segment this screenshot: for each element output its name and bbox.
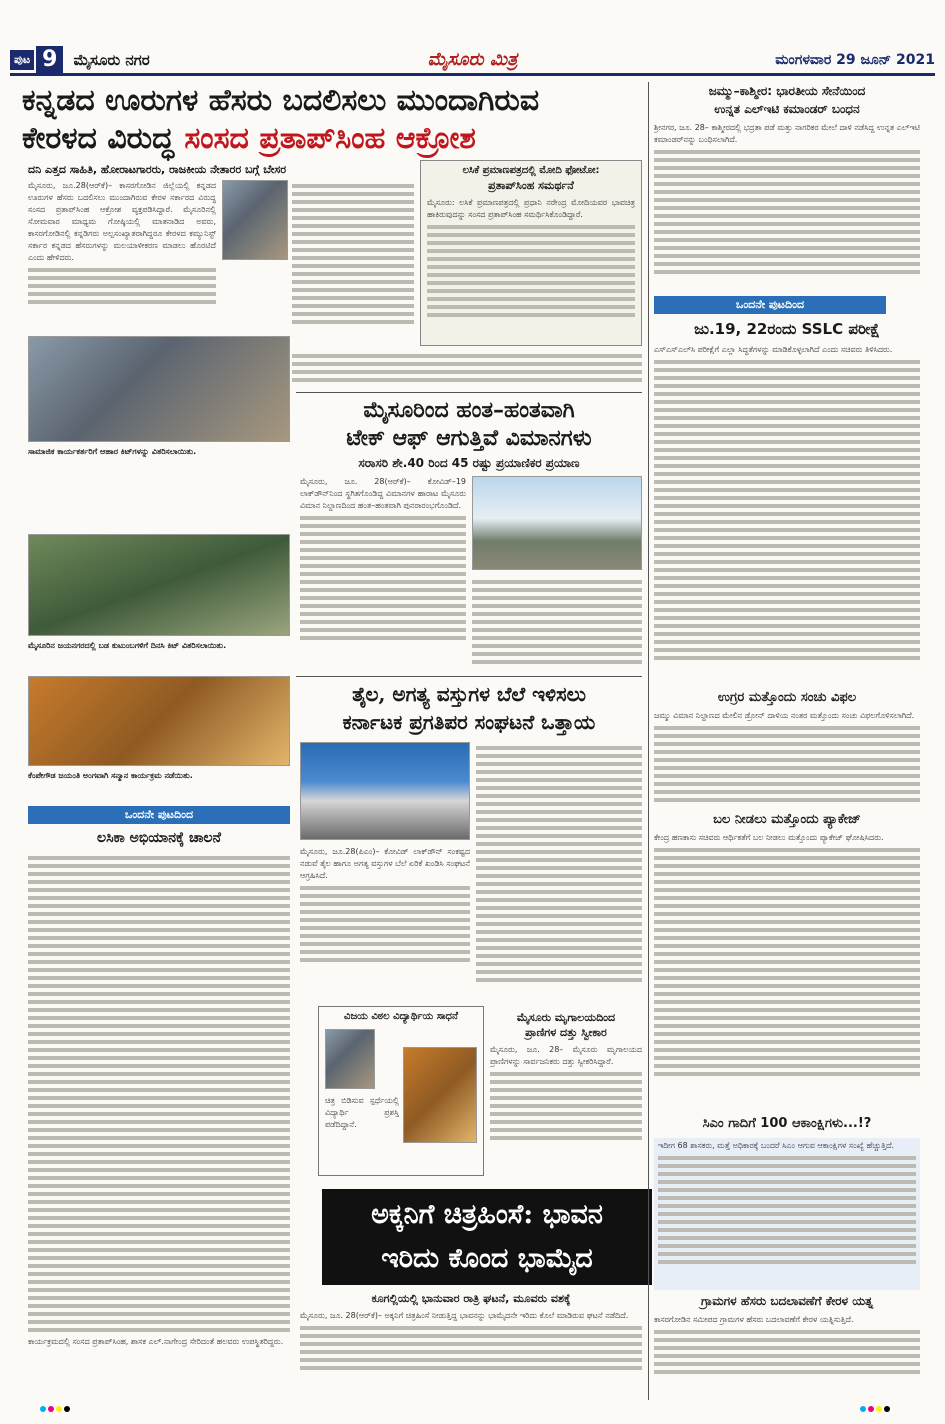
flights-headline-line1: ಮೈಸೂರಿಂದ ಹಂತ–ಹಂತವಾಗಿ: [363, 397, 575, 423]
student-text: ಚಿತ್ರ ಬಿಡಿಸುವ ಸ್ಪರ್ಧೆಯಲ್ಲಿ ವಿದ್ಯಾರ್ಥಿ ಪ್ರಶಸ್ತಿ ಪಡೆದಿದ್ದಾನೆ.: [325, 1096, 399, 1129]
zoo-text: ಮೈಸೂರು, ಜೂ. 28– ಮೈಸೂರು ಮೃಗಾಲಯದ ಪ್ರಾಣಿಗಳನ್ನು ಸಾರ್ವಜನಿಕರು ದತ್ತು ಸ್ವೀಕರಿಸಿದ್ದಾರೆ.: [490, 1045, 642, 1066]
cm-title: ಸಿಎಂ ಗಾದಿಗೆ 100 ಆಕಾಂಕ್ಷಿಗಳು...!?: [702, 1116, 872, 1131]
page-number: 9: [36, 46, 63, 74]
crime-strap: ಕೂಗಲ್ಲಿಯಲ್ಲಿ ಭಾನುವಾರ ರಾತ್ರಿ ಘಟನೆ, ಮೂವರು ವಶಕ್ಕೆ: [371, 1292, 571, 1305]
fuel-text: ಮೈಸೂರು, ಜೂ.28(ಪಿಎಂ)– ಕೋವಿಡ್ ಲಾಕ್‌ಡೌನ್ ಸಂಕಷ್ಟದ ನಡುವೆ ತೈಲ ಹಾಗೂ ಅಗತ್ಯ ವಸ್ತುಗಳ ಬೆಲೆ ಏರಿಕೆ ಖಂಡಿಸಿ ಸಂಘಟನೆ ಆಗ್ರಹಿಸಿದೆ.: [300, 847, 470, 880]
flights-headline: [296, 396, 642, 452]
terror-body: [654, 710, 920, 812]
package-text: ಕೇಂದ್ರ ಹಣಕಾಸು ಸಚಿವರು ಆರ್ಥಿಕತೆಗೆ ಬಲ ನೀಡಲು ಮತ್ತೊಂದು ಪ್ಯಾಕೇಜ್ ಘೋಷಿಸಿದರು.: [654, 833, 884, 842]
drawing-photo: [403, 1047, 477, 1143]
villages-title: ಗ್ರಾಮಗಳ ಹೆಸರು ಬದಲಾವಣೆಗೆ ಕೇರಳ ಯತ್ನ: [700, 1294, 874, 1308]
vaccine-box-body: [427, 197, 635, 337]
section-title: ಮೈಸೂರು ನಗರ: [73, 50, 150, 69]
lead-headline-line1: ಕನ್ನಡದ ಊರುಗಳ ಹೆಸರು ಬದಲಿಸಲು ಮುಂದಾಗಿರುವ: [22, 83, 540, 118]
lead-body-col1: [28, 180, 216, 330]
kashmir-headline-line2: ಉನ್ನತ ಎಲ್‌ಇಟಿ ಕಮಾಂಡರ್ ಬಂಧನ: [714, 102, 860, 116]
student-title: ವಿಜಯ ವಿಠಲ ವಿದ್ಯಾರ್ಥಿಯ ಸಾಧನೆ: [344, 1011, 458, 1022]
student-body: [325, 1095, 399, 1171]
fuel-headline-line2: ಕರ್ನಾಟಕ ಪ್ರಗತಿಪರ ಸಂಘಟನೆ ಒತ್ತಾಯ: [342, 710, 596, 734]
crime-headline: [322, 1189, 652, 1285]
continued-banner-right: ಒಂದನೇ ಪುಟದಿಂದ: [654, 296, 886, 314]
kashmir-headline-line1: ಜಮ್ಮು–ಕಾಶ್ಮೀರ: ಭಾರತೀಯ ಸೇನೆಯಿಂದ: [708, 84, 866, 98]
print-swatches-left: [40, 1406, 72, 1412]
flights-text: ಮೈಸೂರು, ಜೂ. 28(ಆರ್‌ಕೆ)– ಕೋವಿಡ್–19 ಲಾಕ್‌ಡೌನ್‌ನಿಂದ ಸ್ಥಗಿತಗೊಂಡಿದ್ದ ವಿಮಾನಗಳ ಹಾರಾಟ ಮೈಸೂರು ವಿಮಾನ ನಿಲ್ದಾಣದಿಂದ ಹಂತ–ಹಂತವಾಗಿ ಪುನರಾರಂಭಗೊಂಡಿದೆ.: [300, 477, 466, 510]
vaccine-drive-text: ಕಾರ್ಯಕ್ರಮದಲ್ಲಿ ಸಂಸದ ಪ್ರತಾಪ್‌ಸಿಂಹ, ಶಾಸಕ ಎಲ್.ನಾಗೇಂದ್ರ ಸೇರಿದಂತೆ ಹಲವರು ಉಪಸ್ಥಿತರಿದ್ದರು.: [28, 1337, 284, 1346]
felicitation-photo: [28, 676, 290, 766]
zoo-title-line1: ಮೈಸೂರು ಮೃಗಾಲಯದಿಂದ: [516, 1011, 616, 1024]
lead-body-col2: [292, 180, 414, 330]
zoo-body: [490, 1044, 642, 1176]
issue-date: ಮಂಗಳವಾರ 29 ಜೂನ್ 2021: [775, 51, 935, 68]
lead-subhead: ದನಿ ಎತ್ತದ ಸಾಹಿತಿ, ಹೋರಾಟಗಾರರು, ರಾಜಕೀಯ ನೇತಾರರ ಬಗ್ಗೆ ಬೇಸರ: [28, 164, 287, 176]
rule-right-column: [648, 82, 649, 1400]
mp-portrait-photo: [222, 180, 288, 260]
fuel-body-col2: [476, 742, 642, 996]
cm-text: ಇದೀಗ 68 ಶಾಸಕರು, ಮತ್ತೆ ಅಧಿಕಾರಕ್ಕೆ ಬಂದರೆ ಸಿಎಂ ಆಗುವ ಆಕಾಂಕ್ಷಿಗಳ ಸಂಖ್ಯೆ ಹೆಚ್ಚುತ್ತಿದೆ.: [658, 1141, 895, 1150]
grocery-kit-photo: [28, 534, 290, 636]
flights-strap: ಸರಾಸರಿ ಶೇ.40 ರಿಂದ 45 ರಷ್ಟು ಪ್ರಯಾಣಿಕರ ಪ್ರಯಾಣ: [358, 456, 580, 470]
lead-headline-plain: ಕೇರಳದ ವಿರುದ್ಧ: [22, 121, 185, 156]
villages-body: [654, 1314, 920, 1400]
zoo-title: [490, 1010, 642, 1040]
flights-body: [300, 476, 466, 676]
kashmir-body: [654, 122, 920, 298]
vaccine-drive-title: ಲಸಿಕಾ ಅಭಿಯಾನಕ್ಕೆ ಚಾಲನೆ: [97, 830, 221, 846]
kashmir-text: ಶ್ರೀನಗರ, ಜೂ. 28– ಕಾಶ್ಮೀರದಲ್ಲಿ ಭದ್ರತಾ ಪಡೆ ಮತ್ತು ನಾಗರಿಕರ ಮೇಲೆ ದಾಳಿ ನಡೆಸಿದ್ದ ಉನ್ನತ ಎಲ್‌ಇಟಿ ಕಮಾಂಡರ್‌ನನ್ನು ಬಂಧಿಸಲಾಗಿದೆ.: [654, 123, 920, 144]
grocery-kit-caption: ಮೈಸೂರಿನ ಜಯನಗರದಲ್ಲಿ ಬಡ ಕುಟುಂಬಗಳಿಗೆ ದಿನಸಿ ಕಿಟ್ ವಿತರಿಸಲಾಯಿತು.: [28, 641, 227, 650]
package-body: [654, 832, 920, 1120]
rule-flights-top: [296, 392, 642, 393]
vaccine-box-title: ಪ್ರತಾಪ್‌ಸಿಂಹ ಸಮರ್ಥನೆ: [488, 179, 574, 192]
lead-headline: [22, 82, 642, 158]
food-kit-photo: [28, 336, 290, 442]
terror-title: ಉಗ್ರರ ಮತ್ತೊಂದು ಸಂಚು ವಿಫಲ: [717, 690, 857, 705]
masthead: [10, 46, 935, 76]
vaccine-box-kicker: ಲಸಿಕೆ ಪ್ರಮಾಣಪತ್ರದಲ್ಲಿ ಮೋದಿ ಫೋಟೋ:: [462, 165, 600, 176]
lead-headline-line2: [22, 120, 642, 158]
flights-body-col2: [472, 576, 642, 676]
continued-banner-left: ಒಂದನೇ ಪುಟದಿಂದ: [28, 806, 290, 824]
vaccine-photo-box: [420, 160, 642, 346]
flights-headline-line2: ಟೇಕ್ ಆಫ್ ಆಗುತ್ತಿವೆ ವಿಮಾನಗಳು: [346, 425, 592, 451]
crime-headline-line2: ಇರಿದು ಕೊಂದ ಭಾಮೈದ: [381, 1243, 593, 1274]
felicitation-caption: ಕೆಂಪೇಗೌಡ ಜಯಂತಿ ಅಂಗವಾಗಿ ಸನ್ಮಾನ ಕಾರ್ಯಕ್ರಮ ನಡೆಯಿತು.: [28, 771, 193, 780]
crime-text: ಮೈಸೂರು, ಜೂ. 28(ಆರ್‌ಕೆ)– ಅಕ್ಕನಿಗೆ ಚಿತ್ರಹಿಂಸೆ ನೀಡುತ್ತಿದ್ದ ಭಾವನನ್ನು ಭಾಮೈದನೇ ಇರಿದು ಕೊಲೆ ಮಾಡಿರುವ ಘಟನೆ ನಡೆದಿದೆ.: [300, 1311, 629, 1320]
terror-text: ಜಮ್ಮು ವಿಮಾನ ನಿಲ್ದಾಣದ ಮೇಲಿನ ಡ್ರೋನ್ ದಾಳಿಯ ನಂತರ ಮತ್ತೊಂದು ಸಂಚು ವಿಫಲಗೊಳಿಸಲಾಗಿದೆ.: [654, 711, 915, 720]
print-swatches-right: [860, 1406, 892, 1412]
fuel-headline: [296, 680, 642, 736]
crime-body: [300, 1310, 642, 1400]
cm-body: [654, 1138, 920, 1290]
rule-fuel-top: [296, 676, 642, 677]
zoo-title-line2: ಪ್ರಾಣಿಗಳ ದತ್ತು ಸ್ವೀಕಾರ: [525, 1026, 607, 1039]
page-label: ಪುಟ: [10, 50, 34, 70]
airplane-photo: [472, 476, 642, 570]
fuel-body: [300, 846, 470, 996]
villages-text: ಕಾಸರಗೋಡಿನ ಸಮೀಪದ ಗ್ರಾಮಗಳ ಹೆಸರು ಬದಲಾವಣೆಗೆ ಕೇರಳ ಯತ್ನಿಸುತ್ತಿದೆ.: [654, 1315, 854, 1324]
sslc-text: ಎಸ್‌ಎಸ್‌ಎಲ್‌ಸಿ ಪರೀಕ್ಷೆಗೆ ಎಲ್ಲಾ ಸಿದ್ಧತೆಗಳನ್ನು ಮಾಡಿಕೊಳ್ಳಲಾಗಿದೆ ಎಂದು ಸಚಿವರು ತಿಳಿಸಿದರು.: [654, 345, 893, 354]
student-photo: [325, 1029, 375, 1089]
food-kit-caption: ಸಾಮಾಜಿಕ ಕಾರ್ಯಕರ್ತರಿಗೆ ಆಹಾರ ಕಿಟ್‌ಗಳನ್ನು ವಿತರಿಸಲಾಯಿತು.: [28, 447, 197, 456]
press-meet-photo: [300, 742, 470, 840]
lead-body: ಮೈಸೂರು, ಜೂ.28(ಆರ್‌ಕೆ)– ಕಾಸರಗೋಡಿನ ಜಿಲ್ಲೆಯಲ್ಲಿ ಕನ್ನಡದ ಊರುಗಳ ಹೆಸರು ಬದಲಿಸಲು ಮುಂದಾಗಿರುವ ಕೇರಳ ಸರ್ಕಾರದ ವಿರುದ್ಧ ಸಂಸದ ಪ್ರತಾಪ್‌ಸಿಂಹ ಆಕ್ರೋಶ ವ್ಯಕ್ತಪಡಿಸಿದ್ದಾರೆ. ಮೈಸೂರಿನಲ್ಲಿ ಸೋಮವಾರ ಮಾಧ್ಯಮ ಗೋಷ್ಠಿಯಲ್ಲಿ ಮಾತನಾಡಿದ ಅವರು, ಕಾಸರಗೋಡಿನಲ್ಲಿ ಕನ್ನಡಿಗರು ಅಲ್ಪಸಂಖ್ಯಾತರಾಗಿದ್ದರೂ ಕೇರಳದ ಕಮ್ಯುನಿಸ್ಟ್ ಸರ್ಕಾರ ಕನ್ನಡದ ಹೆಸರುಗಳನ್ನು ಮಲಯಾಳೀಕರಣ ಮಾಡಲು ಹೊರಟಿದೆ ಎಂದು ಹೇಳಿದರು.: [28, 181, 216, 262]
lead-body-continued: [292, 350, 642, 390]
fuel-headline-line1: ತೈಲ, ಅಗತ್ಯ ವಸ್ತುಗಳ ಬೆಲೆ ಇಳಿಸಲು: [352, 682, 586, 706]
paper-name: ಮೈಸೂರು ಮಿತ್ರ: [427, 49, 518, 70]
vaccine-drive-body: [28, 852, 290, 1372]
student-box: [318, 1006, 484, 1176]
vaccine-box-text: ಮೈಸೂರು: ಲಸಿಕೆ ಪ್ರಮಾಣಪತ್ರದಲ್ಲಿ ಪ್ರಧಾನಿ ನರೇಂದ್ರ ಮೋದಿಯವರ ಭಾವಚಿತ್ರ ಹಾಕಿರುವುದನ್ನು ಸಂಸದ ಪ್ರತಾಪ್‌ಸಿಂಹ ಸಮರ್ಥಿಸಿಕೊಂಡಿದ್ದಾರೆ.: [427, 198, 635, 219]
sslc-title: ಜು.19, 22ರಂದು SSLC ಪರೀಕ್ಷೆ: [694, 320, 880, 338]
lead-headline-red: ಸಂಸದ ಪ್ರತಾಪ್‌ಸಿಂಹ ಆಕ್ರೋಶ: [184, 121, 476, 156]
sslc-body: [654, 344, 920, 688]
crime-headline-line1: ಅಕ್ಕನಿಗೆ ಚಿತ್ರಹಿಂಸೆ: ಭಾವನ: [371, 1199, 603, 1230]
package-title: ಬಲ ನೀಡಲು ಮತ್ತೊಂದು ಪ್ಯಾಕೇಜ್: [713, 812, 861, 827]
kashmir-headline: [654, 82, 920, 118]
